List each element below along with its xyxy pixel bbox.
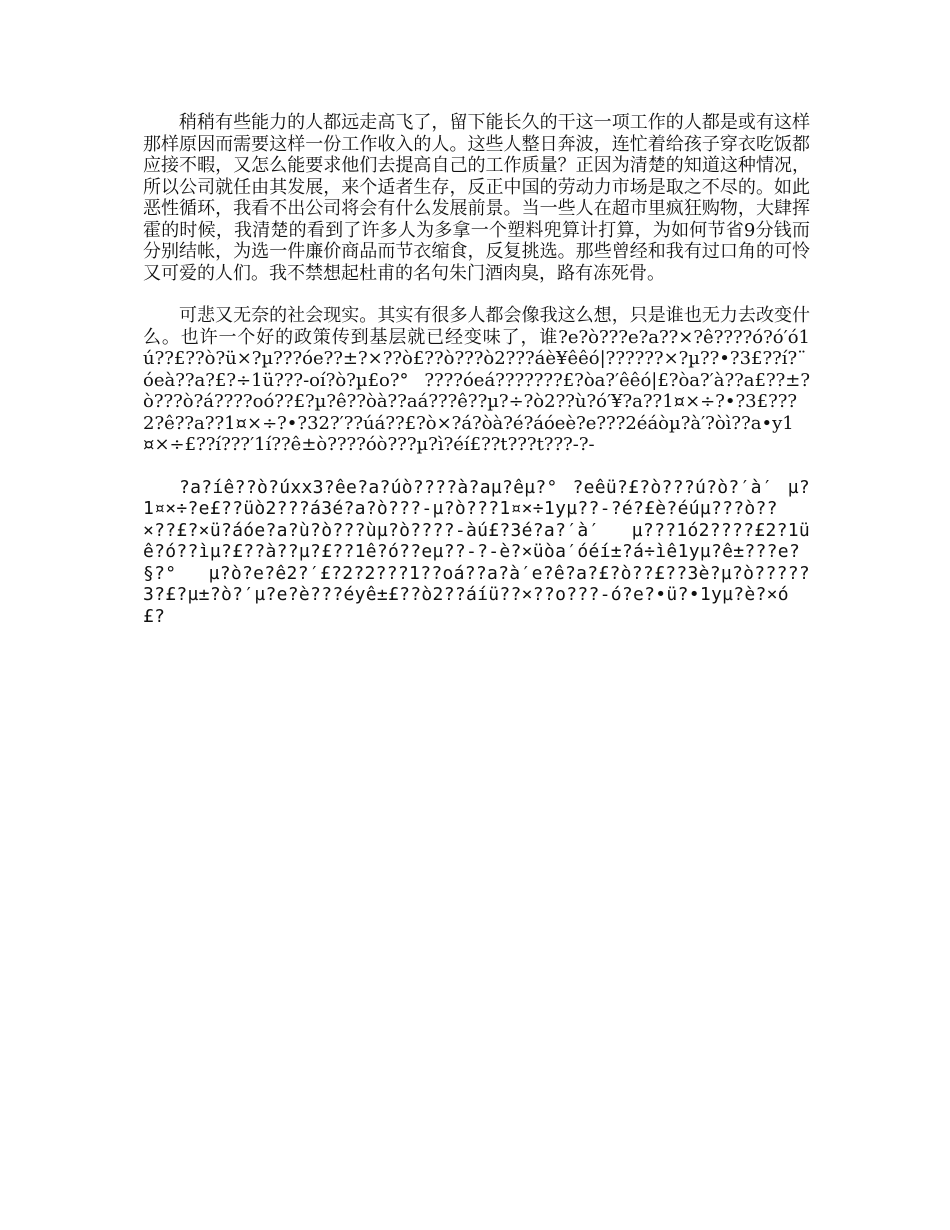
paragraph: 稍稍有些能力的人都远走高飞了，留下能长久的干这一项工作的人都是或有这样那样原因而需要这样一份工作收入的人。这些人整日奔波，连忙着给孩子穿衣吃饭都应接不暇，又怎么能要求他们去提高自己的工作质量？正因为清楚的知道这种情况，所以公司就任由其发展，来个适者生存，反正中国的劳动力市场是取之不尽的。如此恶性循环，我看不出公司将会有什么发展前景。当一些人在超市里疯狂购物，大肆挥霍的时候，我清楚的看到了许多人为多拿一个塑料兜算计打算，为如何节省9分钱而分别结帐，为选一件廉价商品而节衣缩食，反复挑选。那些曾经和我有过口角的可怜又可爱的人们。我不禁想起杜甫的名句朱门酒肉臭，路有冻死骨。 (143, 112, 810, 284)
paragraph: 可悲又无奈的社会现实。其实有很多人都会像我这么想，只是谁也无力去改变什么。也许一个好的政策传到基层就已经变味了，谁?e?ò???e?a??×?ê????ó?ó′ó1ú??£??ò?ü×?µ???óe??±?×??ò£??ò???ò2???áè¥êêó|??????×?µ??•?3£??í?¨óeà??a?£?÷1ü???-oí?ò?µ£o?° ????óeá???????£?òa?′êêó|£?òa?′à??a£??±?ò???ò?á????oó??£?µ?ê??òà??aá???ê??µ?÷?ò2??ù?ó′¥?a??1¤×÷?•?3£???2?ê??a??1¤×÷?•?32?′??úá??£?ò×?á?òà?é?áóeè?e???2éáòµ?à′?òì??a•y1¤×÷£??í???′1í??ê±ò????óò???µ?ì?éí£??t???t???-?- (143, 305, 810, 455)
paragraph: ?a?íê??ò?úxx3?êe?a?úò????à?aµ?êµ?° ?eêü?£?ò???ú?ò?′à′ µ?1¤×÷?e£??üò2???á3é?a?ò???-µ?ò???1¤×÷1yµ??-?é?£è?éúµ???ò??×??£?×ü?áóe?a?ù?ò???ùµ?ò????-àú£?3é?a?′à′ µ???1ó2????£2?1üê?ó??ìµ?£??à??µ?£??1ê?ó??eµ??-?-è?×üòa′óéí±?á÷ìê1yµ?ê±???e?§?° µ?ò?e?ê2?′£?2?2???1??oá??a?à′e?ê?a?£?ò??£??3è?µ?ò?????3?£?µ±?ò?′µ?e?è???éyê±£??ò2??áíü??×??o???-ó?e?•ü?•1yµ?è?×ó£? (143, 476, 810, 627)
document-page (143, 112, 810, 648)
